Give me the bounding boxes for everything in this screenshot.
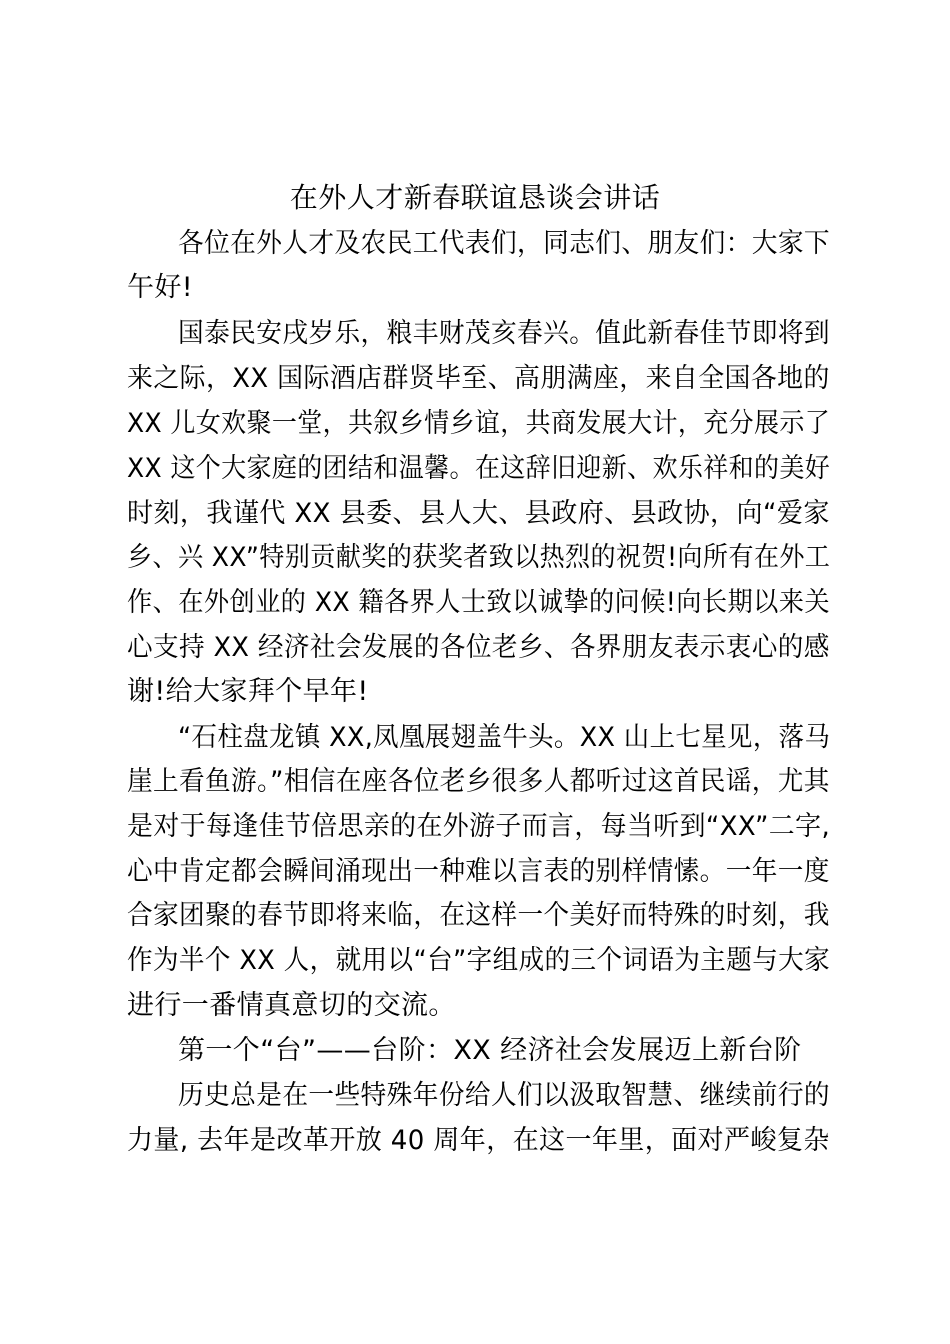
paragraph-line: 是对于每逢佳节倍思亲的在外游子而言，每当听到“XX”二字, [127,811,831,842]
document-title: 在外人才新春联谊恳谈会讲话 [289,181,661,214]
paragraph-line: 心中肯定都会瞬间涌现出一种难以言表的别样情愫。一年一度 [127,856,830,887]
paragraph-line: 历史总是在一些特殊年份给人们以汲取智慧、继续前行的 [178,1080,830,1111]
paragraph-line: 心支持 XX 经济社会发展的各位老乡、各界朋友表示衷心的感 [127,632,830,663]
paragraph-line: 力量, 去年是改革开放 40 周年，在这一年里，面对严峻复杂 [127,1125,830,1156]
paragraph-line: XX 这个大家庭的团结和温馨。在这辞旧迎新、欢乐祥和的美好 [127,453,831,484]
section-heading: 第一个“台”——台阶：XX 经济社会发展迈上新台阶 [178,1035,802,1066]
paragraph-line: 进行一番情真意切的交流。 [127,990,456,1021]
paragraph-line: 崖上看鱼游。”相信在座各位老乡很多人都听过这首民谣，尤其 [127,766,830,797]
paragraph-line: 午好! [127,272,194,303]
paragraph-line: 来之际，XX 国际酒店群贤毕至、高朋满座，来自全国各地的 [127,363,830,394]
paragraph-line: 谢!给大家拜个早年! [127,676,369,707]
paragraph-line: 作为半个 XX 人，就用以“台”字组成的三个词语为主题与大家 [127,945,831,976]
paragraph-line: XX 儿女欢聚一堂，共叙乡情乡谊，共商发展大计，充分展示了 [127,408,831,439]
paragraph-line: 乡、兴 XX”特别贡献奖的获奖者致以热烈的祝贺!向所有在外工 [127,542,831,573]
paragraph-line: 合家团聚的春节即将来临，在这样一个美好而特殊的时刻，我 [127,900,830,931]
paragraph-line: “石柱盘龙镇 XX,凤凰展翅盖牛头。XX 山上七星见，落马 [178,722,831,753]
paragraph-line: 作、在外创业的 XX 籍各界人士致以诚挚的问候!向长期以来关 [127,587,830,618]
paragraph-line: 国泰民安戌岁乐，粮丰财茂亥春兴。值此新春佳节即将到 [178,318,830,349]
paragraph-line: 各位在外人才及农民工代表们，同志们、朋友们：大家下 [178,228,830,259]
paragraph-line: 时刻，我谨代 XX 县委、县人大、县政府、县政协，向“爱家 [127,498,830,529]
